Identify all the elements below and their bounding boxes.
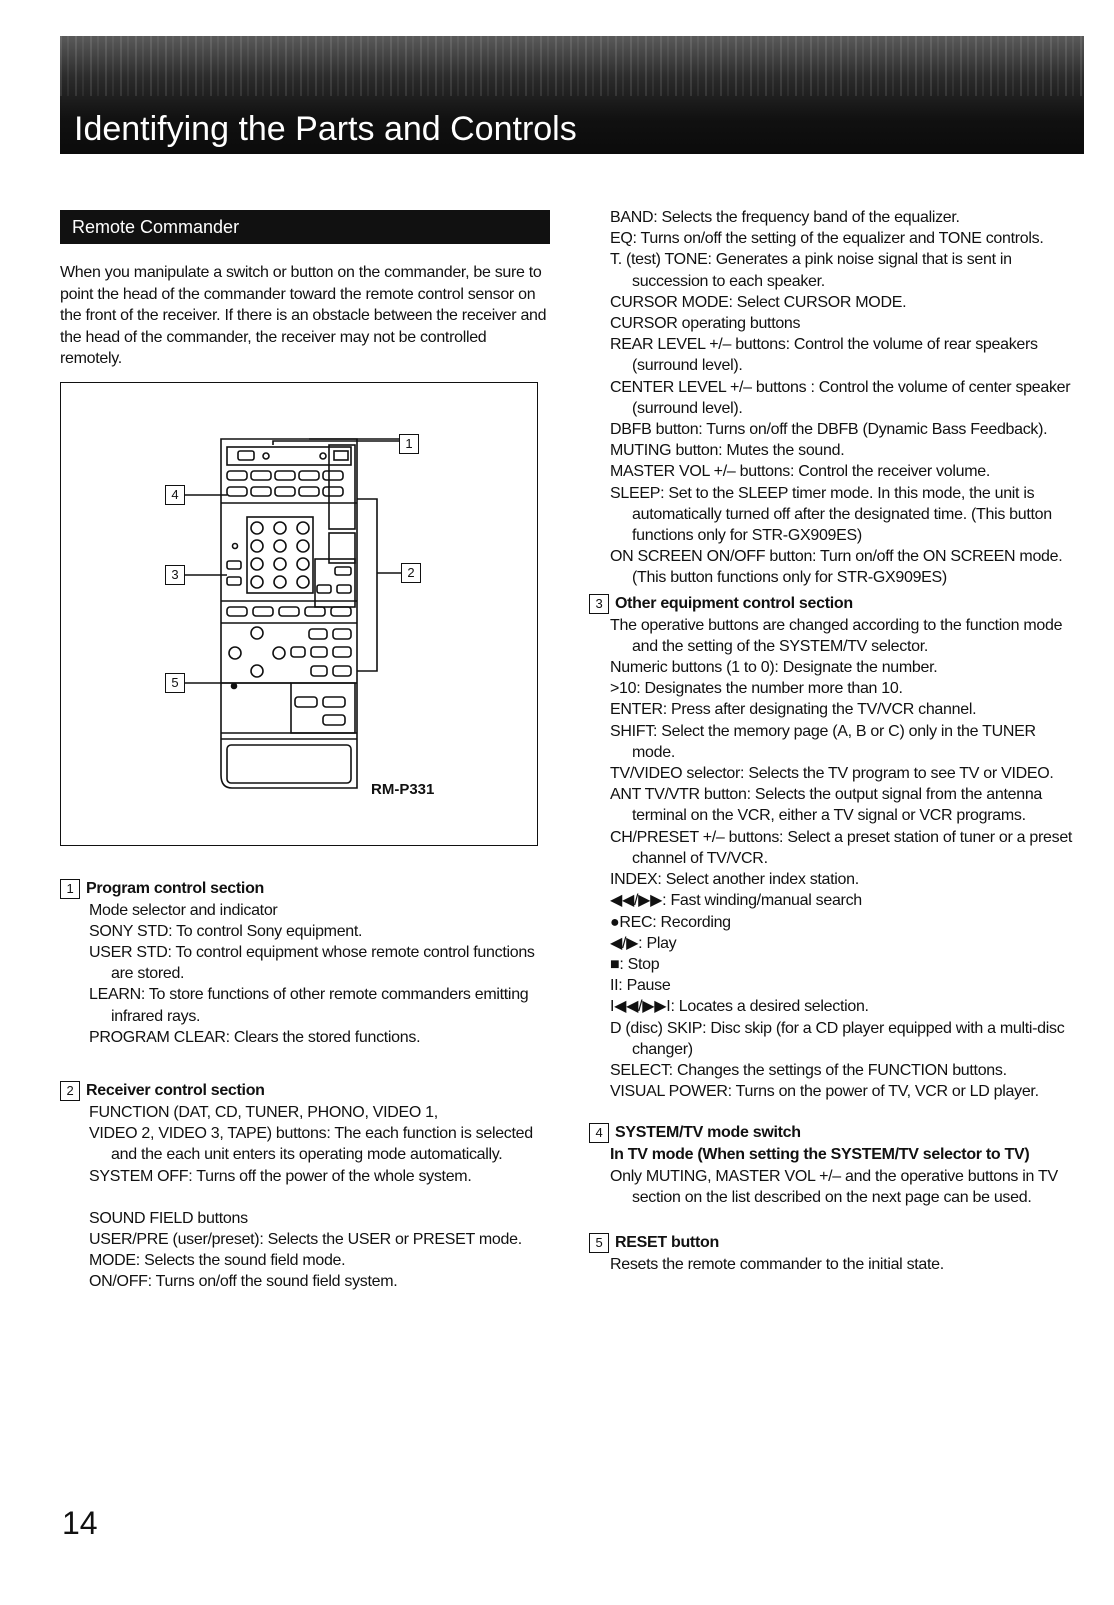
numeric-keypad xyxy=(247,517,313,593)
section-heading: Program control section xyxy=(86,879,265,897)
text-line: II: Pause xyxy=(610,977,671,995)
text-line: Resets the remote commander to the initial state. xyxy=(610,1255,944,1273)
text-line: DBFB button: Turns on/off the DBFB (Dynamic Bass Feedback). xyxy=(610,421,1048,439)
section-heading: Receiver control section xyxy=(86,1081,265,1099)
section-number: 2 xyxy=(60,1081,80,1101)
program-control-section xyxy=(60,878,550,1048)
page-number: 14 xyxy=(62,1505,98,1541)
section-number: 3 xyxy=(589,594,609,614)
text-line: REAR LEVEL +/– buttons: Control the volume of rear speakers (surround level). xyxy=(610,336,1038,375)
text-line: INDEX: Select another index station. xyxy=(610,871,859,889)
text-line: BAND: Selects the frequency band of the equalizer. xyxy=(610,209,960,226)
text-line: I◀◀/▶▶I: Locates a desired selection. xyxy=(610,998,869,1016)
leader-1 xyxy=(273,439,399,445)
callout-5: 5 xyxy=(165,673,185,693)
banner-texture xyxy=(60,36,1084,96)
text-line: ENTER: Press after designating the TV/VCR channel. xyxy=(610,701,977,719)
text-line: ■: Stop xyxy=(610,955,660,973)
text-line: ●REC: Recording xyxy=(610,913,731,931)
section-number: 1 xyxy=(60,879,80,899)
receiver-control-section xyxy=(60,1080,550,1293)
text-line: CENTER LEVEL +/– buttons : Control the volume of center speaker (surround level). xyxy=(610,378,1071,417)
text-line: MODE: Selects the sound field mode. xyxy=(89,1252,346,1270)
text-line: Only MUTING, MASTER VOL +/– and the operative buttons in TV section on the list described on the next page can be used. xyxy=(610,1167,1058,1206)
text-line: VISUAL POWER: Turns on the power of TV, VCR or LD player. xyxy=(610,1083,1039,1101)
text-line: D (disc) SKIP: Disc skip (for a CD player equipped with a multi-disc changer) xyxy=(610,1019,1065,1058)
text-line: EQ: Turns on/off the setting of the equalizer and TONE controls. xyxy=(610,230,1044,248)
system-tv-section xyxy=(590,1122,1080,1208)
section-number: 5 xyxy=(589,1233,609,1253)
left-column xyxy=(60,210,550,1293)
text-line: >10: Designates the number more than 10. xyxy=(610,680,903,698)
text-line: FUNCTION (DAT, CD, TUNER, PHONO, VIDEO 1, xyxy=(89,1103,438,1121)
callout-4: 4 xyxy=(165,485,185,505)
remote-diagram xyxy=(61,383,539,847)
section-number: 4 xyxy=(589,1123,609,1143)
text-line: ON SCREEN ON/OFF button: Turn on/off the ON SCREEN mode. (This button functions only for STR-GX909ES) xyxy=(610,548,1063,587)
text-line: PROGRAM CLEAR: Clears the stored functions. xyxy=(89,1028,421,1046)
text-line: Mode selector and indicator xyxy=(89,901,278,919)
text-line: USER/PRE (user/preset): Selects the USER or PRESET mode. xyxy=(89,1230,522,1248)
text-line: T. (test) TONE: Generates a pink noise signal that is sent in succession to each speaker. xyxy=(610,251,1012,290)
callout-1: 1 xyxy=(399,434,419,454)
callout-2: 2 xyxy=(401,563,421,583)
receiver-continued xyxy=(610,207,1080,589)
text-line: SOUND FIELD buttons xyxy=(89,1209,248,1227)
text-line: TV/VIDEO selector: Selects the TV program to see TV or VIDEO. xyxy=(610,765,1054,783)
page-title: Identifying the Parts and Controls xyxy=(74,110,577,148)
model-label: RM-P331 xyxy=(371,780,435,798)
text-line: SELECT: Changes the settings of the FUNCTION buttons. xyxy=(610,1061,1007,1079)
other-equipment-section xyxy=(590,593,1080,1103)
text-line: VIDEO 2, VIDEO 3, TAPE) buttons: The each function is selected and the each unit enters its operating mode automatically. xyxy=(89,1125,533,1164)
text-line: MASTER VOL +/– buttons: Control the receiver volume. xyxy=(610,463,990,481)
text-line: LEARN: To store functions of other remote commanders emitting infrared rays. xyxy=(89,986,529,1025)
text-line: ON/OFF: Turns on/off the sound field system. xyxy=(89,1273,398,1291)
section-heading: SYSTEM/TV mode switch xyxy=(615,1124,801,1142)
title-banner xyxy=(60,36,1084,154)
remote-body xyxy=(221,439,357,788)
text-line: SLEEP: Set to the SLEEP timer mode. In this mode, the unit is automatically turned off after the designated time. (This button functions only for STR-GX909ES) xyxy=(610,484,1052,545)
function-buttons xyxy=(227,471,343,496)
text-line: SYSTEM OFF: Turns off the power of the whole system. xyxy=(89,1167,472,1185)
remote-figure xyxy=(60,382,538,846)
right-column xyxy=(590,207,1080,1275)
reset-section xyxy=(590,1232,1080,1275)
text-line: ◀/▶: Play xyxy=(610,934,677,952)
text-line: MUTING button: Mutes the sound. xyxy=(610,442,845,460)
text-line: ◀◀/▶▶: Fast winding/manual search xyxy=(610,892,862,910)
transport-buttons xyxy=(227,607,351,616)
text-line: CH/PRESET +/– buttons: Select a preset station of tuner or a preset channel of TV/VCR. xyxy=(610,828,1073,867)
text-line: CURSOR MODE: Select CURSOR MODE. xyxy=(610,293,907,311)
section-heading: Other equipment control section xyxy=(615,594,853,612)
text-line: ANT TV/VTR button: Selects the output signal from the antenna terminal on the VCR, either a TV signal or VCR programs. xyxy=(610,786,1043,825)
leader-2 xyxy=(357,499,401,671)
text-line: The operative buttons are changed according to the function mode and the setting of the SYSTEM/TV selector. xyxy=(610,616,1063,655)
intro-paragraph: When you manipulate a switch or button on the commander, be sure to point the head of the commander toward the remote control sensor on the front of the receiver. If there is an obstacle between the receiver and the head of the commander, the receiver may not be controlled remotely. xyxy=(60,264,547,367)
mode-switch xyxy=(238,451,254,460)
mode-panel xyxy=(227,447,351,465)
section-bar: Remote Commander xyxy=(60,210,550,244)
section-heading: RESET button xyxy=(615,1233,719,1251)
text-line: SONY STD: To control Sony equipment. xyxy=(89,922,363,940)
text-line: CURSOR operating buttons xyxy=(610,315,801,333)
callout-3: 3 xyxy=(165,565,185,585)
text-line: SHIFT: Select the memory page (A, B or C) only in the TUNER mode. xyxy=(610,722,1036,761)
text-line: USER STD: To control equipment whose remote control functions are stored. xyxy=(89,943,535,983)
subheading: In TV mode (When setting the SYSTEM/TV selector to TV) xyxy=(610,1146,1030,1164)
text-line: Numeric buttons (1 to 0): Designate the number. xyxy=(610,659,938,677)
